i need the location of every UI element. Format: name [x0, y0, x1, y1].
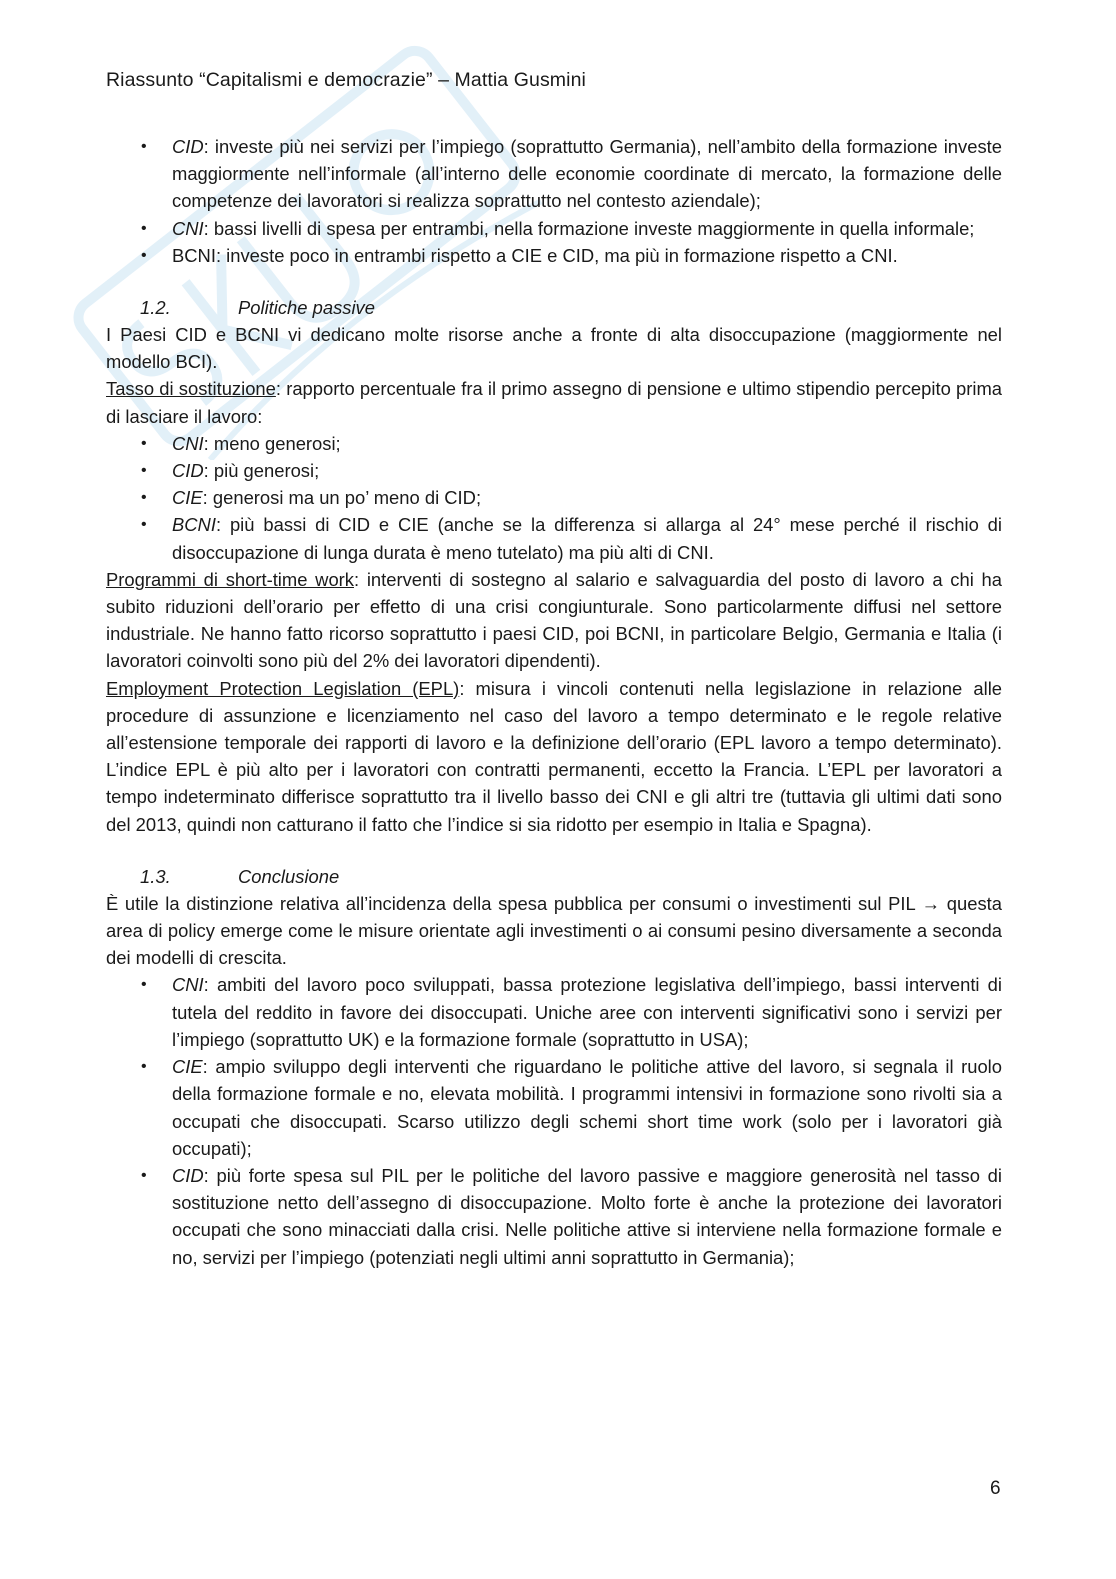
bullet-icon: •: [141, 976, 147, 994]
list-item: • CNI: ambiti del lavoro poco sviluppati, bassa protezione legislativa dell’impiego, bassi interventi di tutela del reddito in favore dei disoccupati. Uniche aree con interventi significativi sono i servizi per l’impiego (soprattutto UK) e la formazione formale (soprattutto in USA);: [106, 971, 1002, 1053]
list-item: • CIE: generosi ma un po’ meno di CID;: [106, 484, 1002, 511]
paragraph-short-time-work: Programmi di short-time work: interventi di sostegno al salario e salvaguardia del posto di lavoro a chi ha subito riduzioni dell’orario per effetto di una crisi congiunturale. Sono particolarmente diffusi nel settore industriale. Ne hanno fatto ricorso soprattutto i paesi CID, poi BCNI, in particolare Belgio, Germania e Italia (i lavoratori coinvolti sono più del 2% dei lavoratori dipendenti).: [106, 568, 1002, 672]
page-header: Riassunto “Capitalismi e democrazie” – Mattia Gusmini: [106, 69, 586, 91]
paragraph-passive-intro: I Paesi CID e BCNI vi dedicano molte risorse anche a fronte di alta disoccupazione (maggiormente nel modello BCI).: [106, 324, 1002, 373]
document-page: [106, 66, 1002, 1271]
list-item: • BCNI: investe poco in entrambi rispetto a CIE e CID, ma più in formazione rispetto a CNI.: [106, 242, 1002, 269]
list-item: • BCNI: più bassi di CID e CIE (anche se la differenza si allarga al 24° mese perché il rischio di disoccupazione di lunga durata è meno tutelato) ma più alti di CNI.: [106, 511, 1002, 565]
bullet-icon: •: [141, 489, 147, 507]
term-short-time-work: Programmi di short-time work: [106, 568, 354, 590]
bullet-icon: •: [141, 219, 147, 237]
intro-bullet-list: [106, 133, 1002, 269]
list-item: • CID: più forte spesa sul PIL per le politiche del lavoro passive e maggiore generosità nel tasso di sostituzione netto dell’assegno di disoccupazione. Molto forte è anche la protezione dei lavoratori occupati che sono minacciati dalla crisi. Nelle politiche attive si interviene nella formazione formale e no, servizi per l’impiego (potenziati negli ultimi anni soprattutto in Germania);: [106, 1162, 1002, 1271]
section-heading-1-3: [106, 863, 1002, 890]
bullet-icon: •: [141, 462, 147, 480]
tasso-bullet-list: [106, 430, 1002, 566]
section-title: Politiche passive: [238, 297, 375, 319]
paragraph-conclusione-intro: È utile la distinzione relativa all’incidenza della spesa pubblica per consumi o investimenti sul PIL → questa area di policy emerge come le misure orientate agli investimenti o ai consumi pesino diversamente a seconda dei modelli di crescita.: [106, 892, 1002, 969]
term-epl: Employment Protection Legislation (EPL): [106, 677, 460, 699]
bullet-icon: •: [141, 246, 147, 264]
bullet-icon: •: [141, 138, 147, 155]
list-item: • CNI: bassi livelli di spesa per entrambi, nella formazione investe maggiormente in quella informale;: [106, 215, 1002, 242]
page-number: 6: [990, 1478, 1001, 1499]
paragraph-tasso-sostituzione: Tasso di sostituzione: rapporto percentuale fra il primo assegno di pensione e ultimo stipendio percepito prima di lasciare il lavoro:: [106, 378, 1002, 427]
bullet-icon: •: [141, 516, 147, 534]
section-heading-1-2: [106, 294, 1002, 321]
list-item: • CID: investe più nei servizi per l’impiego (soprattutto Germania), nell’ambito della formazione investe maggiormente nell’informale (all’interno delle economie coordinate di mercato, la formazione delle competenze dei lavoratori si realizza soprattutto nel contesto aziendale);: [106, 133, 1002, 215]
list-item: • CID: più generosi;: [106, 457, 1002, 484]
paragraph-epl: Employment Protection Legislation (EPL): misura i vincoli contenuti nella legislazione in relazione alle procedure di assunzione e licenziamento nel caso del lavoro a tempo determinato e le regole relative all’estensione temporale dei rapporti di lavoro e la definizione dell’orario (EPL lavoro a tempo determinato). L’indice EPL è più alto per i lavoratori con contratti permanenti, eccetto la Francia. L’EPL per lavoratori a tempo indeterminato differisce soprattutto tra il livello basso dei CNI e gli altri tre (tuttavia gli ultimi dati sono del 2013, quindi non catturano il fatto che l’indice si sia ridotto per esempio in Italia e Spagna).: [106, 677, 1003, 835]
section-number: 1.3.: [140, 865, 171, 887]
term-tasso: Tasso di sostituzione: [106, 378, 276, 400]
conclusione-bullet-list: [106, 971, 1002, 1270]
section-number: 1.2.: [140, 297, 171, 319]
list-item: • CIE: ampio sviluppo degli interventi che riguardano le politiche attive del lavoro, si segnala il ruolo della formazione formale e no, elevata mobilità. I programmi intensivi in formazione sono rivolti sia a occupati che disoccupati. Scarso utilizzo degli schemi short time work (solo per i lavoratori già occupati);: [106, 1053, 1002, 1162]
section-title: Conclusione: [238, 865, 340, 887]
bullet-icon: •: [141, 1166, 147, 1184]
bullet-icon: •: [141, 1058, 147, 1076]
bullet-icon: •: [141, 434, 147, 452]
list-item: • CNI: meno generosi;: [106, 430, 1002, 457]
